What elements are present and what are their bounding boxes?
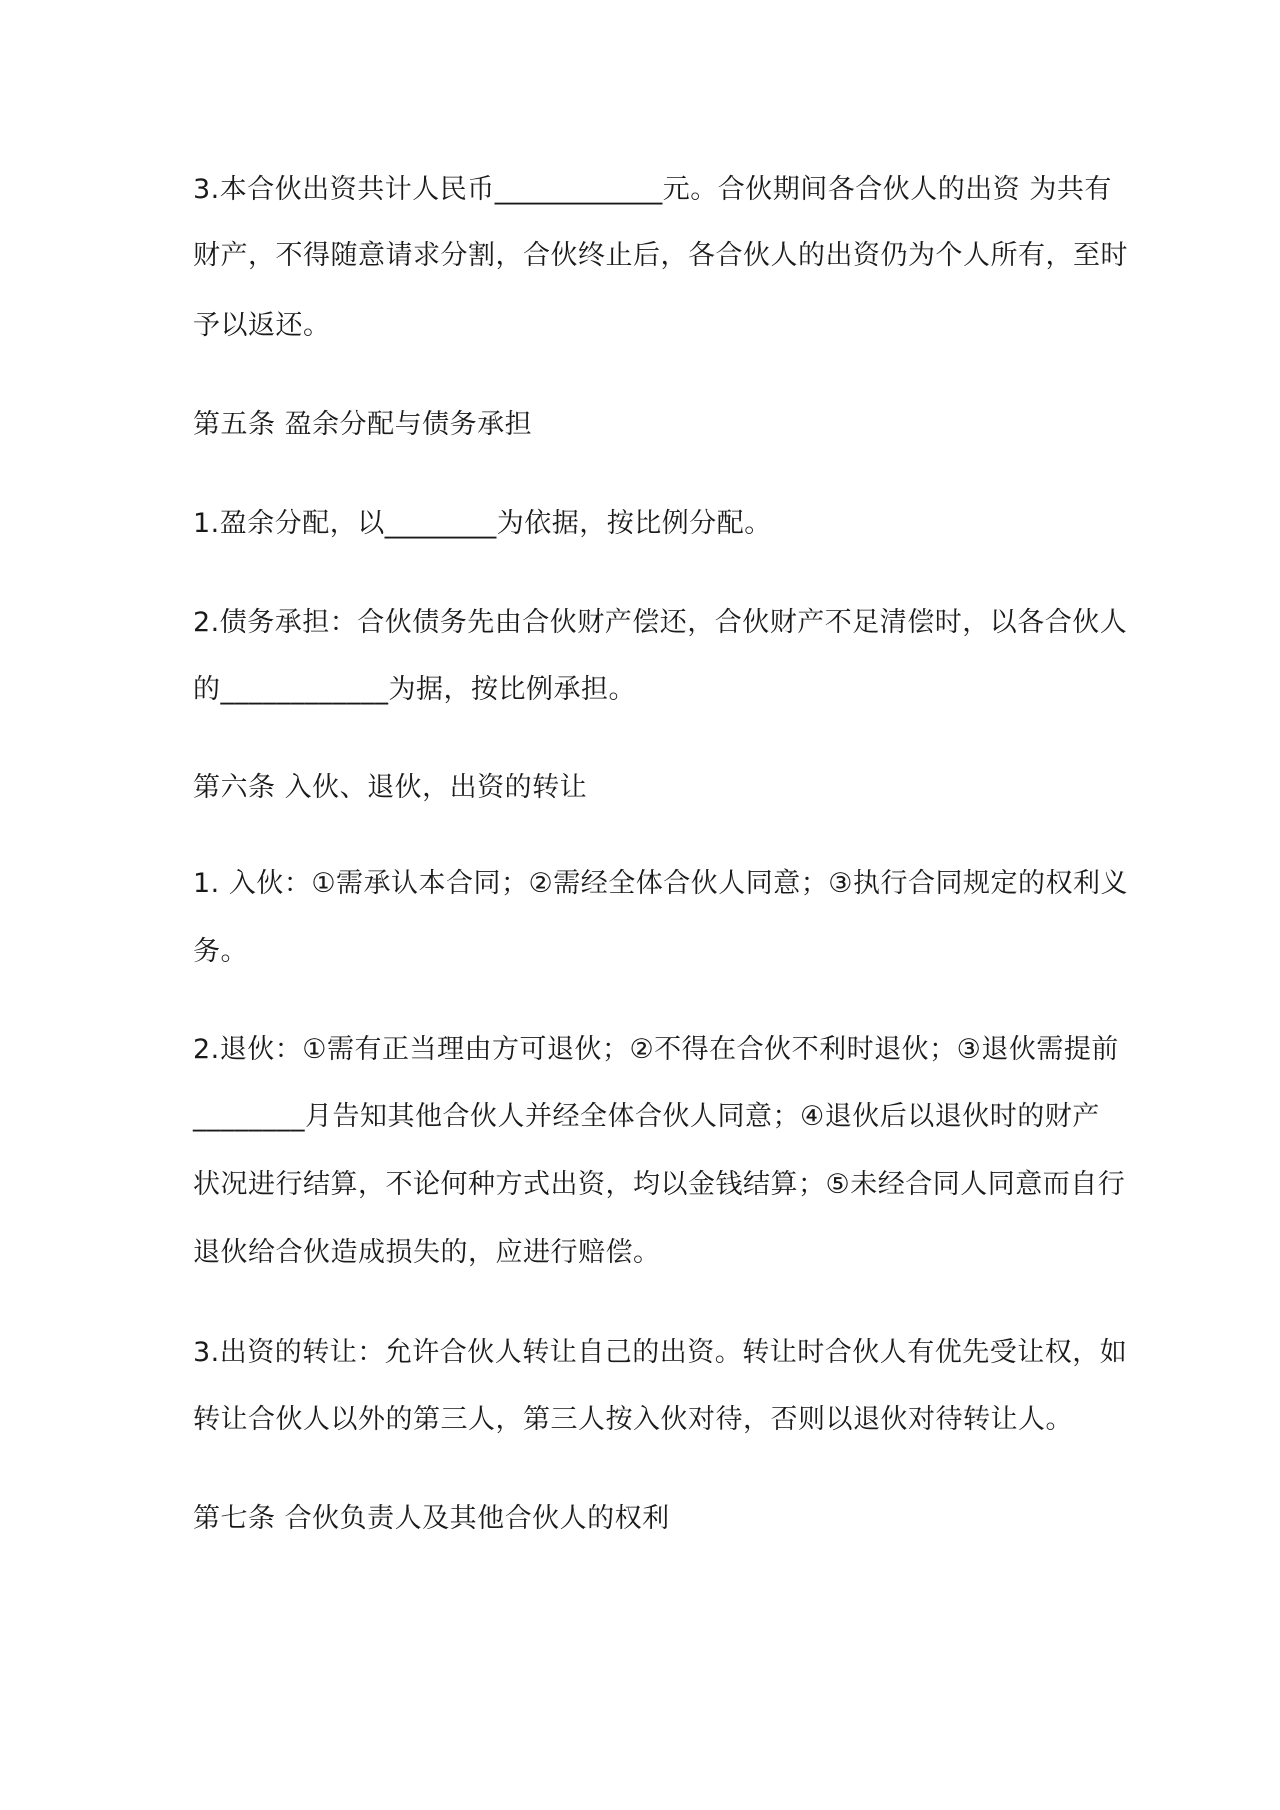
text-line: 予以返还。 bbox=[193, 310, 331, 341]
text-line: 转让合伙人以外的第三人，第三人按入伙对待，否则以退伙对待转让人。 bbox=[193, 1404, 1073, 1435]
text-line: 1.盈余分配，以________为依据，按比例分配。 bbox=[193, 508, 772, 539]
text-line: 退伙给合伙造成损失的，应进行赔偿。 bbox=[193, 1237, 661, 1268]
text-line: 2.债务承担：合伙债务先由合伙财产偿还，合伙财产不足清偿时，以各合伙人 bbox=[193, 607, 1128, 638]
section-heading: 第五条 盈余分配与债务承担 bbox=[193, 409, 533, 440]
text-line: 状况进行结算，不论何种方式出资，均以金钱结算；⑤未经合同人同意而自行 bbox=[193, 1169, 1126, 1200]
text-line: 财产，不得随意请求分割，合伙终止后，各合伙人的出资仍为个人所有，至时 bbox=[193, 240, 1128, 271]
text-line: 2.退伙：①需有正当理由方可退伙；②不得在合伙不利时退伙；③退伙需提前 bbox=[193, 1034, 1119, 1065]
text-line: 的____________为据，按比例承担。 bbox=[193, 674, 636, 705]
text-line: 务。 bbox=[193, 936, 248, 967]
text-line: 3.出资的转让：允许合伙人转让自己的出资。转让时合伙人有优先受让权，如 bbox=[193, 1337, 1128, 1368]
text-line: 1. 入伙：①需承认本合同；②需经全体合伙人同意；③执行合同规定的权利义 bbox=[193, 868, 1128, 899]
section-heading: 第六条 入伙、退伙，出资的转让 bbox=[193, 772, 588, 803]
text-line: ________月告知其他合伙人并经全体合伙人同意；④退伙后以退伙时的财产 bbox=[193, 1101, 1100, 1132]
section-heading: 第七条 合伙负责人及其他合伙人的权利 bbox=[193, 1503, 670, 1534]
text-line: 3.本合伙出资共计人民币____________元。合伙期间各合伙人的出资 为共有 bbox=[193, 174, 1112, 205]
